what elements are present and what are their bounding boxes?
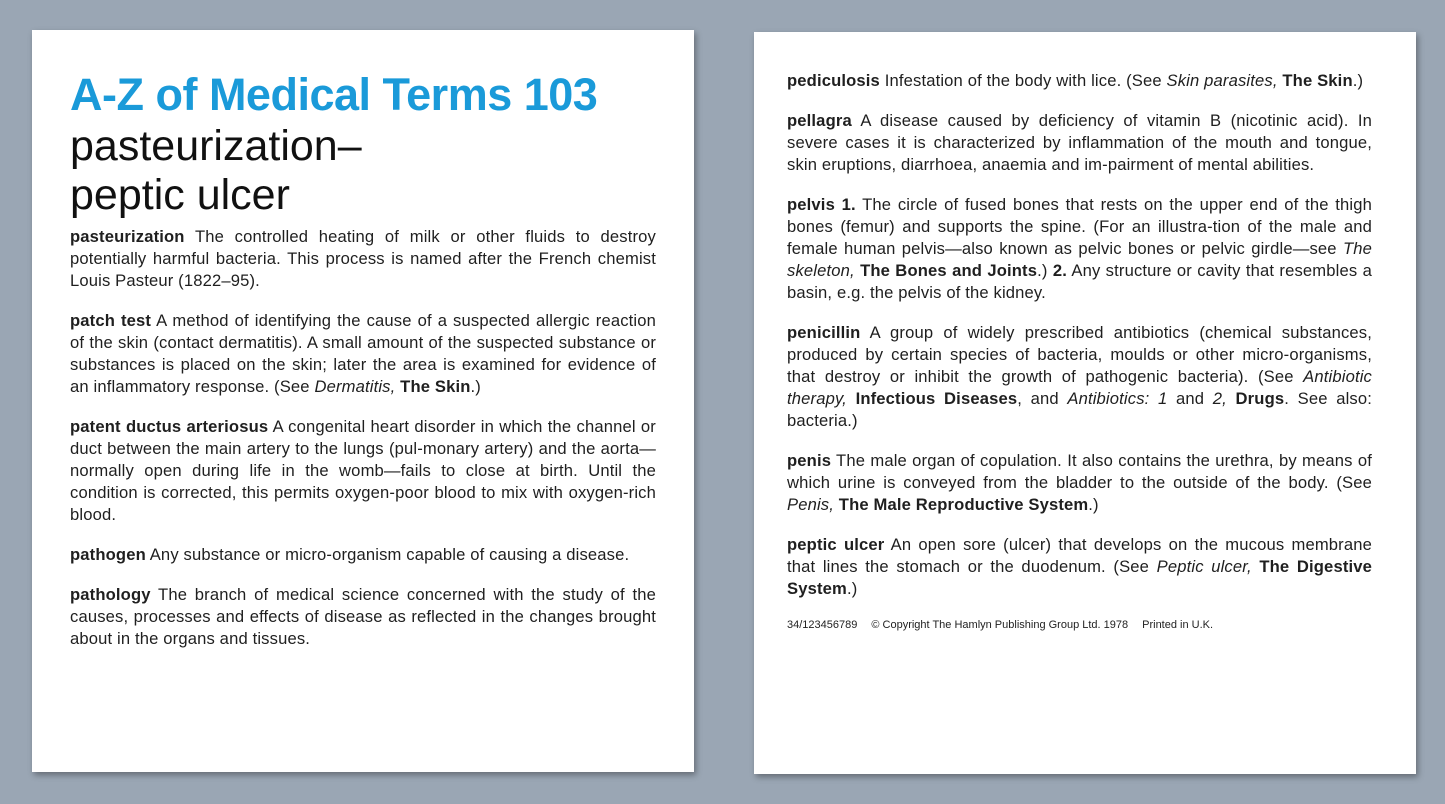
entry-text: , and (1017, 389, 1068, 408)
entry-definition: The controlled heating of milk or other fluids to destroy potentially harmful bacteria. This process is named after the French chemist Louis Pasteur (1822–95). (70, 227, 656, 290)
cross-reference-italic: The skeleton, (787, 239, 1372, 280)
entry-pelvis (787, 194, 1372, 304)
cross-reference-italic: 2, (1212, 389, 1227, 408)
cross-reference-italic: Skin parasites, (1166, 71, 1278, 90)
entry-definition: A congenital heart disorder in which the channel or duct between the main artery to the lungs (pul-monary artery) and the aorta—normally open during life in the womb—fails to close at birth. Until the condition is corrected, this permits oxygen-poor blood to mix with oxygen-rich blood. (70, 417, 656, 524)
cross-reference-italic: Peptic ulcer, (1156, 557, 1252, 576)
entry-definition: Any substance or micro-organism capable of causing a disease. (145, 545, 630, 564)
entry-patch-test (70, 310, 656, 398)
range-start: pasteurization– (70, 122, 362, 170)
card-back (754, 32, 1416, 774)
entry-text: .) (1037, 261, 1053, 280)
entry-tail: .) (470, 377, 481, 396)
entry-term: pathogen (70, 545, 146, 564)
sense-number: 2. (1052, 261, 1067, 280)
entry-definition: A disease caused by deficiency of vitamin B (nicotinic acid). In severe cases it is characterized by inflammation of the mouth and tongue, skin eruptions, diarrhoea, anaemia and im-pairment of mental abilities. (787, 111, 1372, 174)
cross-reference-italic: Antibiotic therapy, (787, 367, 1372, 408)
printed-in: Printed in U.K. (1142, 619, 1214, 631)
entry-definition: The branch of medical science concerned with the study of the causes, processes and effects of disease as reflected in the changes brought about in the organs and tissues. (70, 585, 656, 648)
cross-reference-bold: The Skin (1282, 71, 1353, 90)
entry-term: peptic ulcer (787, 535, 885, 554)
entry-text: and (1167, 389, 1213, 408)
entry-term: patent ductus arteriosus (70, 417, 269, 436)
cross-reference-bold: Drugs (1235, 389, 1285, 408)
cross-reference-italic: Antibiotics: 1 (1067, 389, 1168, 408)
term-range-heading (70, 122, 656, 220)
entry-text: Any structure or cavity that resembles a basin, e.g. the pelvis of the kidney. (787, 261, 1372, 302)
entry-tail: .) (1088, 495, 1099, 514)
cross-reference-bold: The Male Reproductive System (838, 495, 1089, 514)
entry-term: pediculosis (787, 71, 880, 90)
entry-definition: Infestation of the body with lice. (See (879, 71, 1167, 90)
entry-term: penis (787, 451, 832, 470)
entry-definition: A group of widely prescribed antibiotics (chemical substances, produced by certain species of bacteria, moulds or other micro-organisms, that destroy or inhibit the growth of pathogenic bacteria). (See (787, 323, 1372, 386)
entry-term: pasteurization (70, 227, 185, 246)
cross-reference-bold: The Digestive System (787, 557, 1373, 598)
copyright-footer (787, 618, 1372, 632)
entry-pasteurization (70, 226, 656, 292)
cross-reference-bold: The Bones and Joints (860, 261, 1038, 280)
card-code: 34/123456789 (787, 619, 858, 631)
entry-tail: .) (1352, 71, 1364, 90)
entry-tail: . See also: bacteria.) (787, 389, 1373, 430)
entry-definition: A method of identifying the cause of a suspected allergic reaction of the skin (contact dermatitis). A small amount of the suspected substance or substances is placed on the skin; later the area is examined for evidence of an inflammatory response. (See (70, 311, 656, 396)
series-title: A-Z of Medical Terms 103 (70, 69, 598, 120)
entry-definition: The male organ of copulation. It also contains the urethra, by means of which urine is conveyed from the bladder to the outside of the body. (See (787, 451, 1372, 492)
cross-reference-bold: The Skin (400, 377, 471, 396)
entry-term: pellagra (787, 111, 852, 130)
entry-term: pathology (70, 585, 151, 604)
entry-pathogen (70, 544, 656, 566)
entry-term: patch test (70, 311, 152, 330)
cross-reference-bold: Infectious Diseases (855, 389, 1018, 408)
cross-reference-italic: Dermatitis, (314, 377, 396, 396)
entry-patent-ductus-arteriosus (70, 416, 656, 526)
entry-definition: An open sore (ulcer) that develops on the mucous membrane that lines the stomach or the duodenum. (See (787, 535, 1372, 576)
entry-term: penicillin (787, 323, 861, 342)
entry-pathology (70, 584, 656, 650)
entry-pediculosis (787, 70, 1372, 92)
range-end: peptic ulcer (70, 171, 290, 219)
entry-term: pelvis 1. (787, 195, 856, 214)
copyright-text: © Copyright The Hamlyn Publishing Group Ltd. 1978 (871, 619, 1129, 631)
cross-reference-italic: Penis, (787, 495, 835, 514)
entry-definition: The circle of fused bones that rests on the upper end of the thigh bones (femur) and supports the spine. (For an illustra-tion of the male and female human pelvis—also known as pelvic bones or pelvic girdle—see (787, 195, 1372, 258)
entry-pellagra (787, 110, 1372, 176)
entry-tail: .) (846, 579, 858, 598)
entry-penicillin (787, 322, 1372, 432)
card-front (32, 30, 694, 772)
entry-penis (787, 450, 1372, 516)
entry-peptic-ulcer (787, 534, 1372, 600)
